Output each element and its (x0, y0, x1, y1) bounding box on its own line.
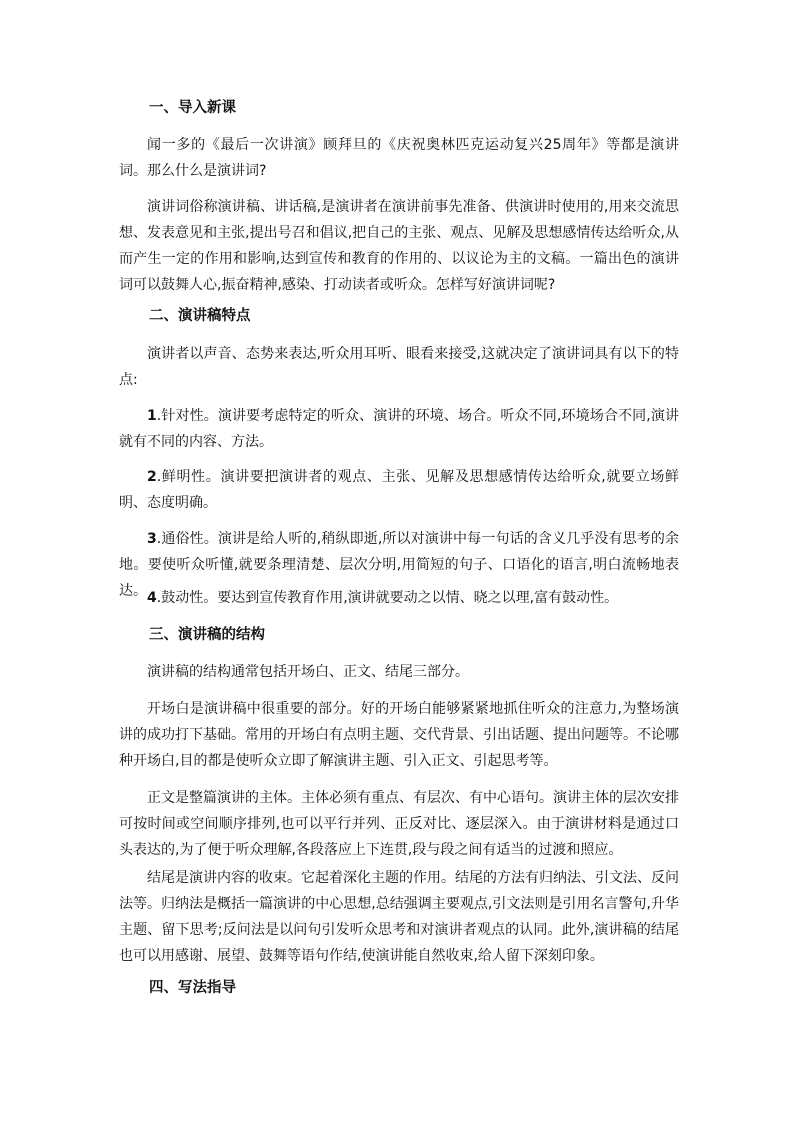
feature-number: 1 (147, 408, 157, 424)
paragraph-structure-ending: 结尾是演讲内容的收束。它起着深化主题的作用。结尾的方法有归纳法、引文法、反问法等。归纳法是概括一篇演讲的中心思想,总结强调主要观点,引文法则是引用名言警句,升华主题、留下思考;反问法是以问句引发听众思考和对演讲者观点的认同。此外,演讲稿的结尾也可以用感谢、展望、鼓舞等语句作结,使演讲能自然收束,给人留下深刻印象。 (119, 870, 679, 964)
feature-text: .通俗性。演讲是给人听的,稍纵即逝,所以对演讲中每一句话的含义几乎没有思考的余地。要使听众听懂,就要条理清楚、层次分明,用简短的句子、口语化的语言,明白流畅地表达。 (119, 531, 679, 599)
feature-text: .针对性。演讲要考虑特定的听众、演讲的环境、场合。听众不同,环境场合不同,演讲就有不同的内容、方法。 (119, 408, 679, 450)
paragraph-structure-body: 正文是整篇演讲的主体。主体必须有重点、有层次、有中心语句。演讲主体的层次安排可按时间或空间顺序排列,也可以平行并列、正反对比、逐层深入。由于演讲材料是通过口头表达的,为了便于听众理解,各段落应上下连贯,段与段之间有适当的过渡和照应。 (119, 790, 679, 858)
feature-text: .鼓动性。要达到宣传教育作用,演讲就要动之以情、晓之以理,富有鼓动性。 (156, 590, 619, 606)
section-heading-intro: 一、导入新课 (149, 100, 236, 116)
feature-number: 3 (147, 531, 157, 547)
paragraph-intro-1: 闻一多的《最后一次讲演》顾拜旦的《庆祝奥林匹克运动复兴25周年》等都是演讲词。那么什么是演讲词? (119, 137, 679, 179)
feature-item-1 (119, 403, 679, 455)
paragraph-structure-intro: 演讲稿的结构通常包括开场白、正文、结尾三部分。 (147, 664, 469, 680)
section-heading-writing-guide: 四、写法指导 (149, 980, 236, 996)
section-heading-features: 二、演讲稿特点 (149, 308, 251, 324)
paragraph-structure-opening: 开场白是演讲稿中很重要的部分。好的开场白能够紧紧地抓住听众的注意力,为整场演讲的成功打下基础。常用的开场白有点明主题、交代背景、引出话题、提出问题等。不论哪种开场白,目的都是使听众立即了解演讲主题、引入正文、引起思考等。 (119, 701, 679, 769)
feature-item-4 (119, 585, 679, 611)
feature-number: 2 (147, 469, 157, 485)
feature-text: .鲜明性。演讲要把演讲者的观点、主张、见解及思想感情传达给听众,就要立场鲜明、态度明确。 (119, 469, 679, 511)
section-heading-structure: 三、演讲稿的结构 (149, 627, 265, 643)
paragraph-features-intro: 演讲者以声音、态势来表达,听众用耳听、眼看来接受,这就决定了演讲词具有以下的特点: (119, 346, 679, 388)
feature-number: 4 (147, 590, 157, 606)
feature-item-2 (119, 464, 679, 516)
paragraph-intro-2: 演讲词俗称演讲稿、讲话稿,是演讲者在演讲前事先准备、供演讲时使用的,用来交流思想、发表意见和主张,提出号召和倡议,把自己的主张、观点、见解及思想感情传达给听众,从而产生一定的作用和影响,达到宣传和教育的作用的、以议论为主的文稿。一篇出色的演讲词可以鼓舞人心,振奋精神,感染、打动读者或听众。怎样写好演讲词呢? (119, 199, 679, 293)
